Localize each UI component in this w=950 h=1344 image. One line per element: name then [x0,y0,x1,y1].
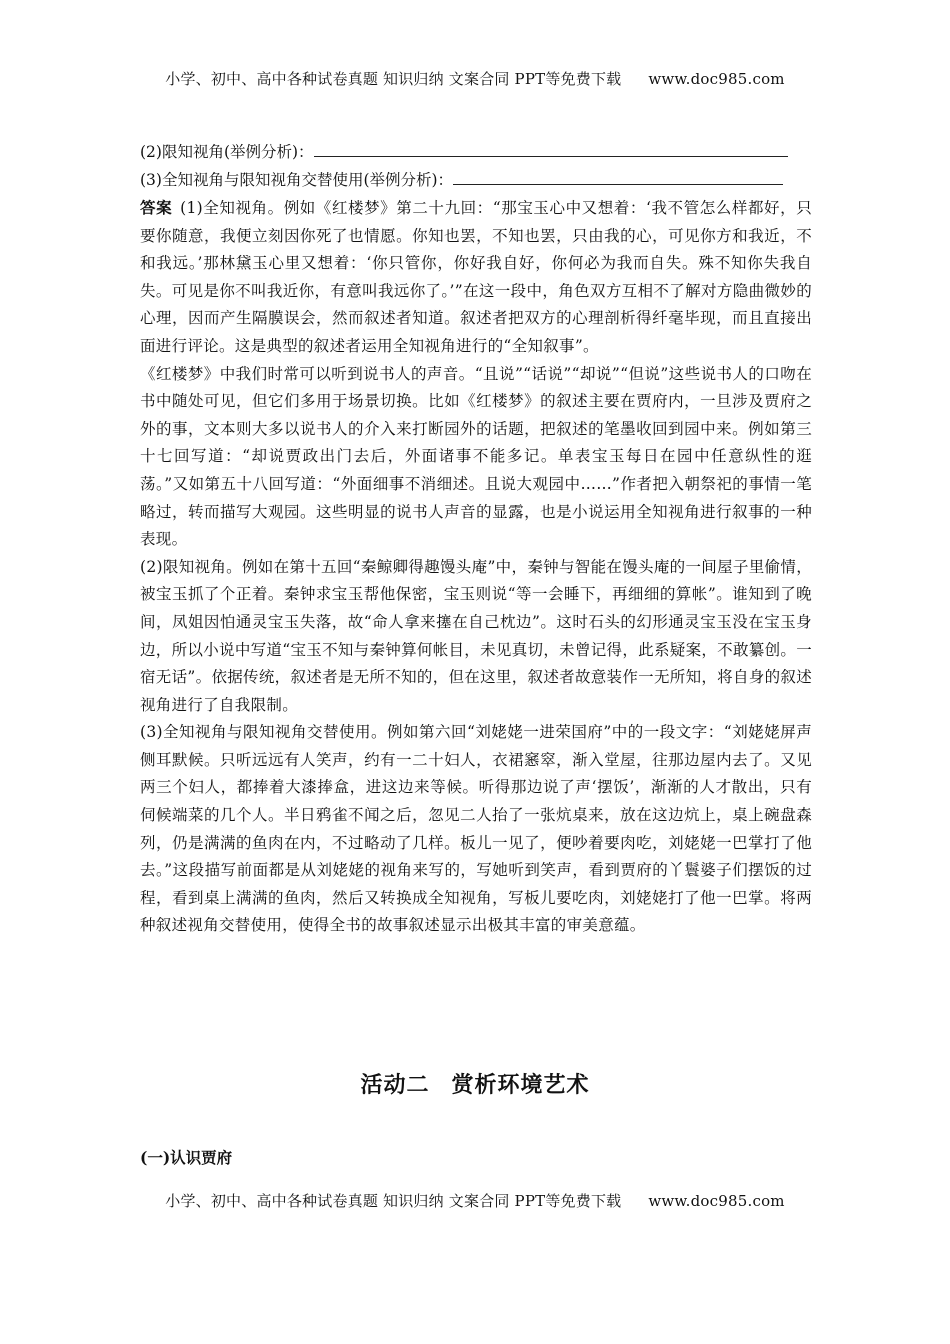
header-site-link[interactable]: www.doc985.com [648,70,785,88]
question-2-answer-blank[interactable] [314,138,788,157]
answer-label: 答案 [140,198,173,217]
answer-paragraph-1-text: (1)全知视角。例如《红楼梦》第二十九回：“那宝玉心中又想着：‘我不管怎么样都好，只要你随意，我便立刻因你死了也情愿。你知也罢，不知也罢，只由我的心，可见你方和我近，不和我远。’那林黛玉心里又想着：‘你只管你，你好我自好，你何必为我而自失。殊不知你失我自失。可见是你不叫我近你，有意叫我远你了。’”在这一段中，角色双方互相不了解对方隐曲微妙的心理，因而产生隔膜误会，然而叙述者知道。叙述者把双方的心理剖析得纤毫毕现，而且直接出面进行评论。这是典型的叙述者运用全知视角进行的“全知叙事”。 [140,199,812,355]
section-title-part2: 赏析环境艺术 [451,1072,590,1098]
answer-paragraph-4: (3)全知视角与限知视角交替使用。例如第六回“刘姥姥一进荣国府”中的一段文字：“刘姥姥屏声侧耳默候。只听远远有人笑声，约有一二十妇人，衣裙窸窣，渐入堂屋，往那边屋内去了。又见两三个妇人，都捧着大漆捧盒，进这边来等候。听得那边说了声‘摆饭’，渐渐的人才散出，只有伺候端菜的几个人。半日鸦雀不闻之后，忽见二人抬了一张炕桌来，放在这边炕上，桌上碗盘森列，仍是满满的鱼肉在内，不过略动了几样。板儿一见了，便吵着要肉吃，刘姥姥一巴掌打了他去。”这段描写前面都是从刘姥姥的视角来写的，写她听到笑声，看到贾府的丫鬟婆子们摆饭的过程，看到桌上满满的鱼肉，然后又转换成全知视角，写板儿要吃肉，刘姥姥打了他一巴掌。将两种叙述视角交替使用，使得全书的故事叙述显示出极其丰富的审美意蕴。 [140,723,812,935]
section-title-part1: 活动二 [360,1072,430,1098]
answer-paragraph-1 [140,194,812,361]
page-header [0,68,950,89]
footer-site-link[interactable]: www.doc985.com [648,1192,785,1210]
answer-paragraph-2: 《红楼梦》中我们时常可以听到说书人的声音。“且说”“话说”“却说”“但说”这些说书人的口吻在书中随处可见，但它们多用于场景切换。比如《红楼梦》的叙述主要在贾府内，一旦涉及贾府之外的事，文本则大多以说书人的介入来打断园外的话题，把叙述的笔墨收回到园中来。例如第三十七回写道：“却说贾政出门去后，外面诸事不能多记。单表宝玉每日在园中任意纵性的逛荡。”又如第五十八回写道：“外面细事不消细述。且说大观园中……”作者把入朝祭祀的事情一笔略过，转而描写大观园。这些明显的说书人声音的显露，也是小说运用全知视角进行叙事的一种表现。 [140,364,812,549]
question-2 [140,138,812,166]
question-3 [140,166,812,194]
footer-text: 小学、初中、高中各种试卷真题 知识归纳 文案合同 PPT等免费下载 [165,1192,622,1210]
section-subheading: (一)认识贾府 [140,1148,233,1167]
page-footer [0,1190,950,1211]
main-content [140,138,812,940]
answer-paragraph-3: (2)限知视角。例如在第十五回“秦鲸卿得趣馒头庵”中，秦钟与智能在馒头庵的一间屋子里偷情，被宝玉抓了个正着。秦钟求宝玉帮他保密，宝玉则说“等一会睡下，再细细的算帐”。谁知到了晚间，凤姐因怕通灵宝玉失落，故“命人拿来㩙在自己枕边”。这时石头的幻形通灵宝玉没在宝玉身边，所以小说中写道“宝玉不知与秦钟算何帐目，未见真切，未曾记得，此系疑案，不敢纂创。一宿无话”。依据传统，叙述者是无所不知的，但在这里，叙述者故意装作一无所知，将自身的叙述视角进行了自我限制。 [140,557,812,714]
question-3-answer-blank[interactable] [453,166,783,185]
header-text: 小学、初中、高中各种试卷真题 知识归纳 文案合同 PPT等免费下载 [165,70,622,88]
section-title [0,1068,950,1099]
question-2-text: (2)限知视角(举例分析)： [140,143,314,161]
question-3-text: (3)全知视角与限知视角交替使用(举例分析)： [140,171,454,189]
